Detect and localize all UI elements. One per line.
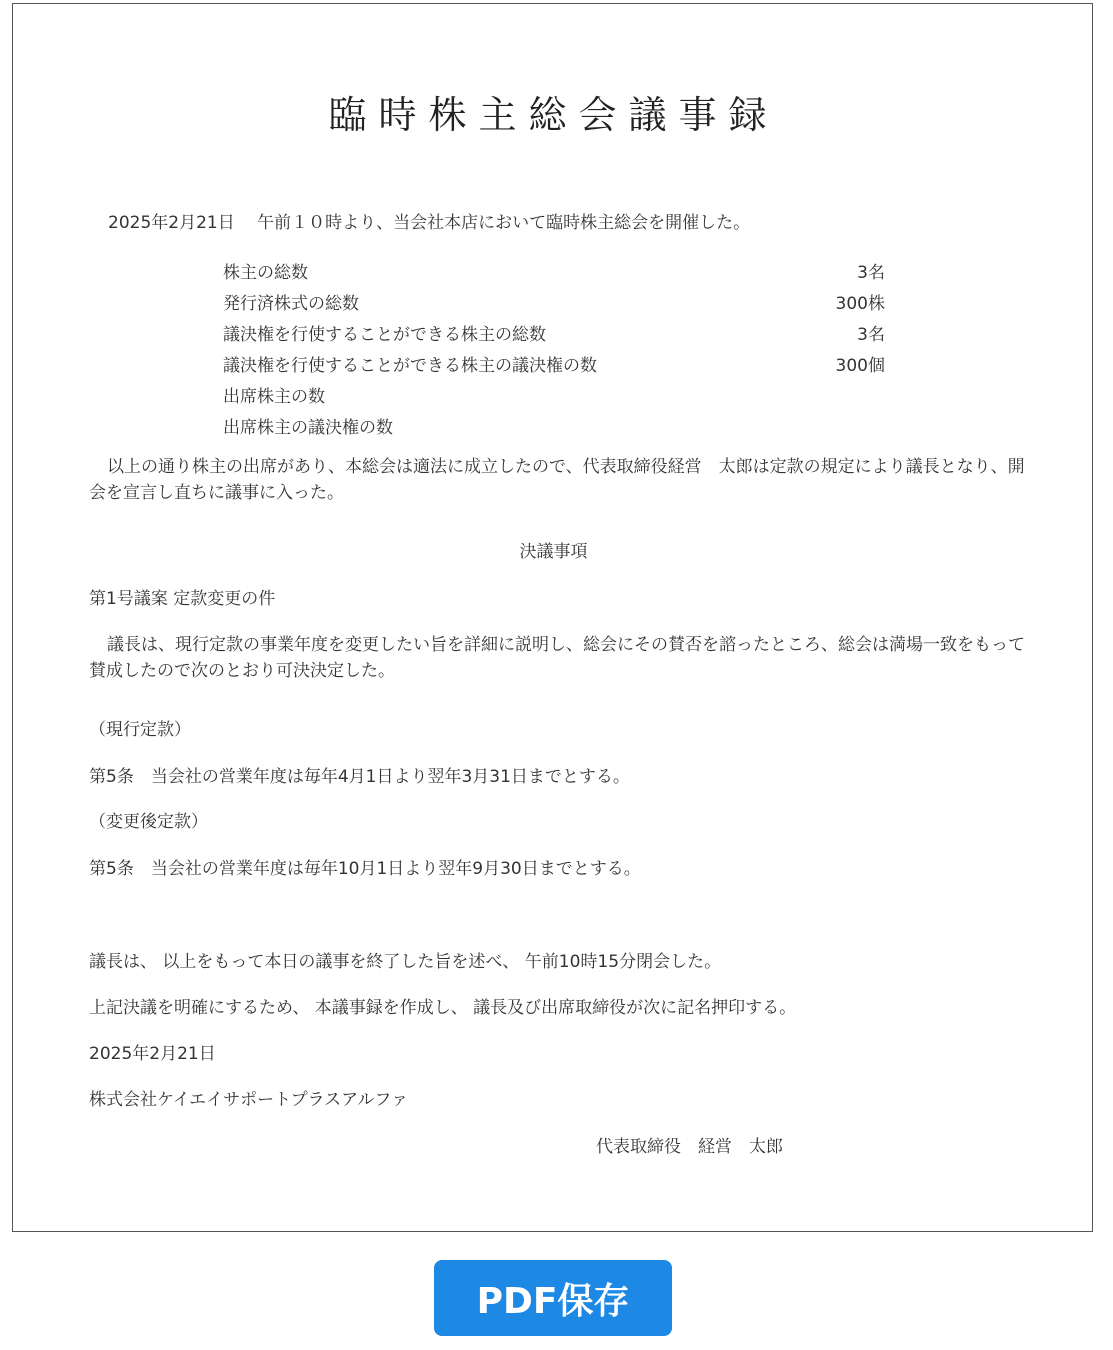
stat-value: 300株 (835, 294, 885, 314)
pdf-save-button[interactable]: PDF保存 (434, 1260, 672, 1336)
current-article-text: 第5条 当会社の営業年度は毎年4月1日より翌年3月31日までとする。 (89, 767, 630, 787)
stat-label: 議決権を行使することができる株主の総数 (223, 325, 546, 345)
stat-row (223, 291, 885, 322)
opening-statement: 2025年2月21日 午前１０時より、当会社本店において臨時株主総会を開催した。 (108, 213, 751, 233)
stat-row (223, 353, 885, 384)
amended-article-text: 第5条 当会社の営業年度は毎年10月1日より翌年9月30日までとする。 (89, 859, 641, 879)
proposal-paragraph: 議長は、現行定款の事業年度を変更したい旨を詳細に説明し、総会にその賛否を諮ったところ、総会は満場一致をもって賛成したので次のとおり可決決定した。 (89, 635, 1025, 681)
stat-label: 議決権を行使することができる株主の議決権の数 (223, 356, 597, 376)
quorum-paragraph: 以上の通り株主の出席があり、本総会は適法に成立したので、代表取締役経営 太郎は定款の規定により議長となり、開会を宣言し直ちに議事に入った。 (89, 457, 1025, 503)
company-name: 株式会社ケイエイサポートプラスアルファ (89, 1090, 409, 1110)
stat-value: 300個 (835, 356, 885, 376)
minutes-document (12, 3, 1093, 1232)
stat-row (223, 260, 885, 291)
certification-statement: 上記決議を明確にするため、 本議事録を作成し、 議長及び出席取締役が次に記名押印する。 (89, 998, 797, 1018)
stat-value: 3名 (857, 325, 885, 345)
shareholder-stats (223, 260, 885, 446)
document-title: 臨時株主総会議事録 (328, 93, 779, 137)
signatory-name: 代表取締役 経営 太郎 (596, 1137, 783, 1157)
amended-articles-label: （変更後定款） (89, 812, 208, 832)
stat-row (223, 384, 885, 415)
stat-value: 3名 (857, 263, 885, 283)
current-articles-label: （現行定款） (89, 720, 191, 740)
stat-row (223, 322, 885, 353)
stat-label: 株主の総数 (223, 263, 308, 283)
stat-label: 出席株主の議決権の数 (223, 418, 393, 438)
stat-row (223, 415, 885, 446)
document-date: 2025年2月21日 (89, 1044, 216, 1064)
stat-label: 出席株主の数 (223, 387, 325, 407)
closing-statement: 議長は、 以上をもって本日の議事を終了した旨を述べ、 午前10時15分閉会した。 (89, 952, 722, 972)
stat-label: 発行済株式の総数 (223, 294, 359, 314)
proposal-title: 第1号議案 定款変更の件 (89, 589, 276, 609)
resolutions-heading: 決議事項 (519, 542, 588, 562)
